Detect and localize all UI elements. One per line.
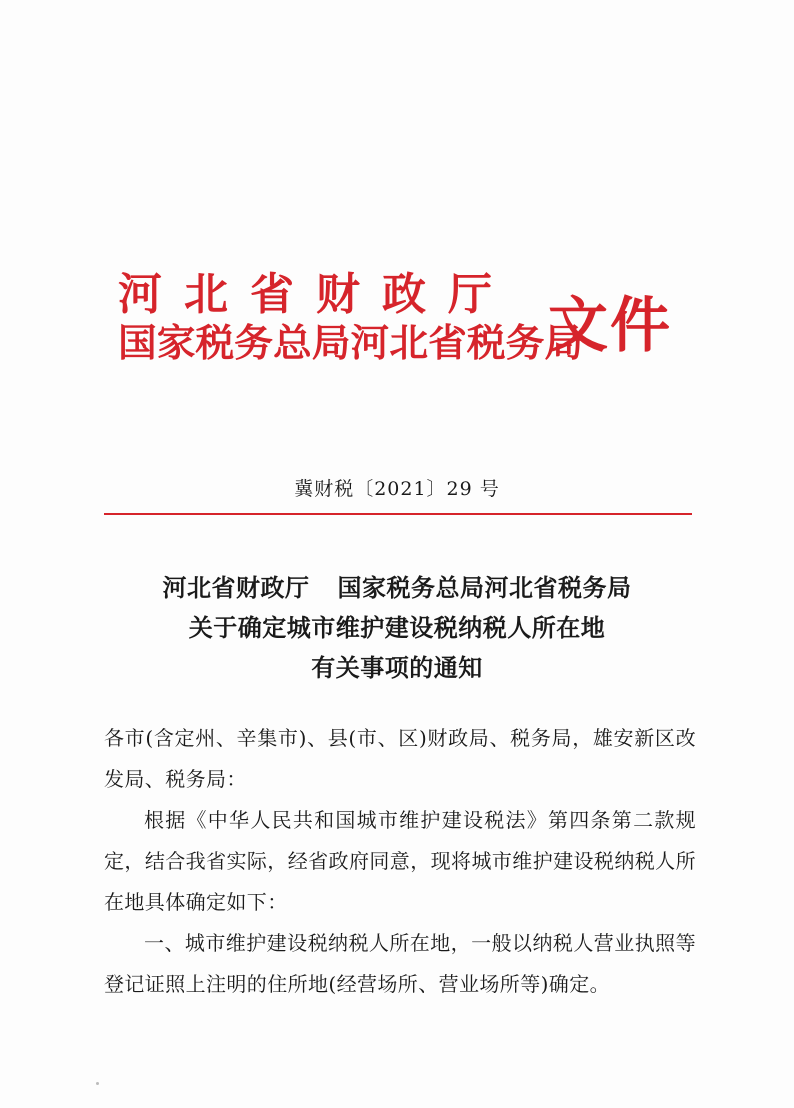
- document-title: [0, 568, 794, 688]
- document-number: 冀财税〔2021〕29 号: [294, 478, 500, 500]
- scan-speck: [96, 1082, 99, 1085]
- document-kind-label: 文件: [548, 291, 672, 361]
- title-line-2: 关于确定城市维护建设税纳税人所在地: [188, 613, 606, 642]
- title-issuer-a: 河北省财政厅: [162, 573, 310, 602]
- document-body: [104, 718, 696, 1005]
- body-paragraph-1: 根据《中华人民共和国城市维护建设税法》第四条第二款规定，结合我省实际，经省政府同意，现将城市维护建设税纳税人所在地具体确定如下：: [104, 808, 696, 914]
- red-divider-line: [104, 513, 692, 515]
- title-line-3: 有关事项的通知: [311, 653, 483, 682]
- issuer-line-1: 河北省财政厅: [118, 269, 514, 320]
- issuer-header: [118, 250, 678, 370]
- body-paragraph-2: 一、城市维护建设税纳税人所在地，一般以纳税人营业执照等登记证照上注明的住所地(经营场所、营业场所等)确定。: [104, 931, 696, 996]
- title-line-1: [0, 568, 794, 608]
- addressee-paragraph: 各市(含定州、辛集市)、县(市、区)财政局、税务局，雄安新区改发局、税务局：: [104, 726, 696, 791]
- title-issuer-b: 国家税务总局河北省税务局: [337, 573, 632, 602]
- issuer-line-2: 国家税务总局河北省税务局: [118, 320, 584, 365]
